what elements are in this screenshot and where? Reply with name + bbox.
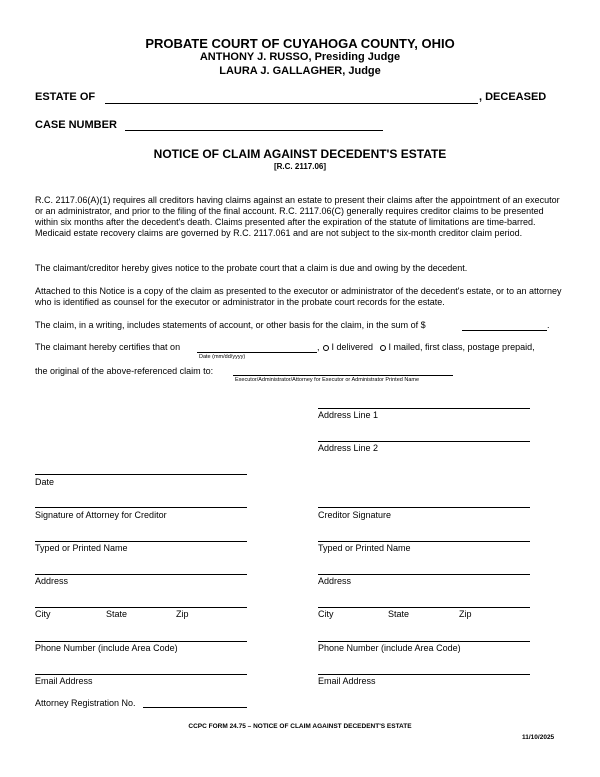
creditor-address-label: Address (318, 576, 352, 586)
attorney-email-label: Email Address (35, 676, 93, 686)
creditor-city-label: City (318, 609, 334, 619)
mailed-option[interactable] (380, 342, 535, 353)
creditor-address-field[interactable] (318, 574, 530, 575)
date-field[interactable] (35, 474, 247, 475)
deceased-label: , DECEASED (479, 91, 547, 103)
statute-reference: [R.C. 2117.06] (273, 162, 327, 171)
form-footer: CCPC FORM 24.75 – NOTICE OF CLAIM AGAINST DECEDENT'S ESTATE (188, 723, 412, 730)
attorney-zip-label: Zip (176, 609, 189, 619)
mailed-label: I mailed, first class, postage prepaid, (388, 342, 535, 352)
certify-comma: , (317, 342, 320, 352)
estate-label: ESTATE OF (35, 91, 96, 103)
presiding-judge: ANTHONY J. RUSSO, Presiding Judge (199, 51, 401, 63)
date-label: Date (35, 477, 55, 487)
recipient-hint: Executor/Administrator/Attorney for Executor or Administrator Printed Name (235, 377, 420, 383)
delivered-label: I delivered (331, 342, 374, 352)
attorney-city-state-zip-field[interactable] (35, 607, 247, 608)
attorney-phone-field[interactable] (35, 641, 247, 642)
attorney-phone-label: Phone Number (include Area Code) (35, 643, 178, 653)
case-number-field[interactable] (125, 130, 383, 131)
attorney-address-label: Address (35, 576, 69, 586)
attorney-registration-label: Attorney Registration No. (35, 698, 136, 708)
case-number-label: CASE NUMBER (35, 119, 117, 131)
revision-date: 11/10/2025 (522, 734, 555, 741)
claim-sum-text: The claim, in a writing, includes statements of account, or other basis for the claim, in the sum of $ (35, 320, 426, 330)
attorney-name-label: Typed or Printed Name (35, 543, 128, 553)
certify-text: The claimant hereby certifies that on (35, 342, 181, 352)
delivered-radio[interactable] (323, 345, 329, 351)
mailed-radio[interactable] (380, 345, 386, 351)
recipient-field[interactable] (233, 375, 453, 376)
estate-field[interactable] (105, 103, 478, 104)
judge: LAURA J. GALLAGHER, Judge (219, 65, 381, 77)
attorney-signature-label: Signature of Attorney for Creditor (35, 510, 167, 520)
court-name: PROBATE COURT OF CUYAHOGA COUNTY, OHIO (145, 36, 455, 51)
creditor-name-field[interactable] (318, 541, 530, 542)
creditor-signature-field[interactable] (318, 507, 530, 508)
attorney-state-label: State (106, 609, 128, 619)
form-title: NOTICE OF CLAIM AGAINST DECEDENT'S ESTATE (153, 147, 447, 161)
attorney-city-label: City (35, 609, 51, 619)
attorney-signature-field[interactable] (35, 507, 247, 508)
recipient-text: the original of the above-referenced claim to: (35, 366, 214, 376)
creditor-phone-label: Phone Number (include Area Code) (318, 643, 461, 653)
creditor-email-field[interactable] (318, 674, 530, 675)
delivered-option[interactable] (323, 342, 373, 353)
address-line-1-field[interactable] (318, 408, 530, 409)
attorney-address-field[interactable] (35, 574, 247, 575)
claim-notice-paragraph: The claimant/creditor hereby gives notice to the probate court that a claim is due and owing by the decedent. (35, 263, 468, 273)
attorney-email-field[interactable] (35, 674, 247, 675)
address-line-2-field[interactable] (318, 441, 530, 442)
creditor-name-label: Typed or Printed Name (318, 543, 411, 553)
statute-paragraph: R.C. 2117.06(A)(1) requires all creditors having claims against an estate to present their claims after the appointment of an executor or an administrator, and prior to the filing of the final account. R.C. 2117.06(C) generally requires creditor claims to be presented within six months after the decedent's death. Claims presented after the expiration of the statute of limitations are time-barred. Medicaid estate recovery claims are governed by R.C. 2117.061 and are not subject to the six-month creditor claim period. (35, 195, 560, 238)
creditor-email-label: Email Address (318, 676, 376, 686)
creditor-zip-label: Zip (459, 609, 472, 619)
attachment-paragraph: Attached to this Notice is a copy of the claim as presented to the executor or administrator of the decedent's estate, or to an attorney who is identified as counsel for the executor or administrator in the probate court records for the estate. (35, 286, 562, 307)
certify-date-field[interactable] (197, 352, 317, 353)
attorney-registration-field[interactable] (143, 707, 247, 708)
attorney-name-field[interactable] (35, 541, 247, 542)
date-hint: Date (mm/dd/yyyy) (199, 354, 246, 360)
claim-sum-period: . (547, 320, 550, 330)
creditor-state-label: State (388, 609, 410, 619)
creditor-signature-label: Creditor Signature (318, 510, 392, 520)
creditor-city-state-zip-field[interactable] (318, 607, 530, 608)
creditor-phone-field[interactable] (318, 641, 530, 642)
address-line-1-label: Address Line 1 (318, 410, 379, 420)
claim-sum-field[interactable] (462, 330, 547, 331)
address-line-2-label: Address Line 2 (318, 443, 379, 453)
